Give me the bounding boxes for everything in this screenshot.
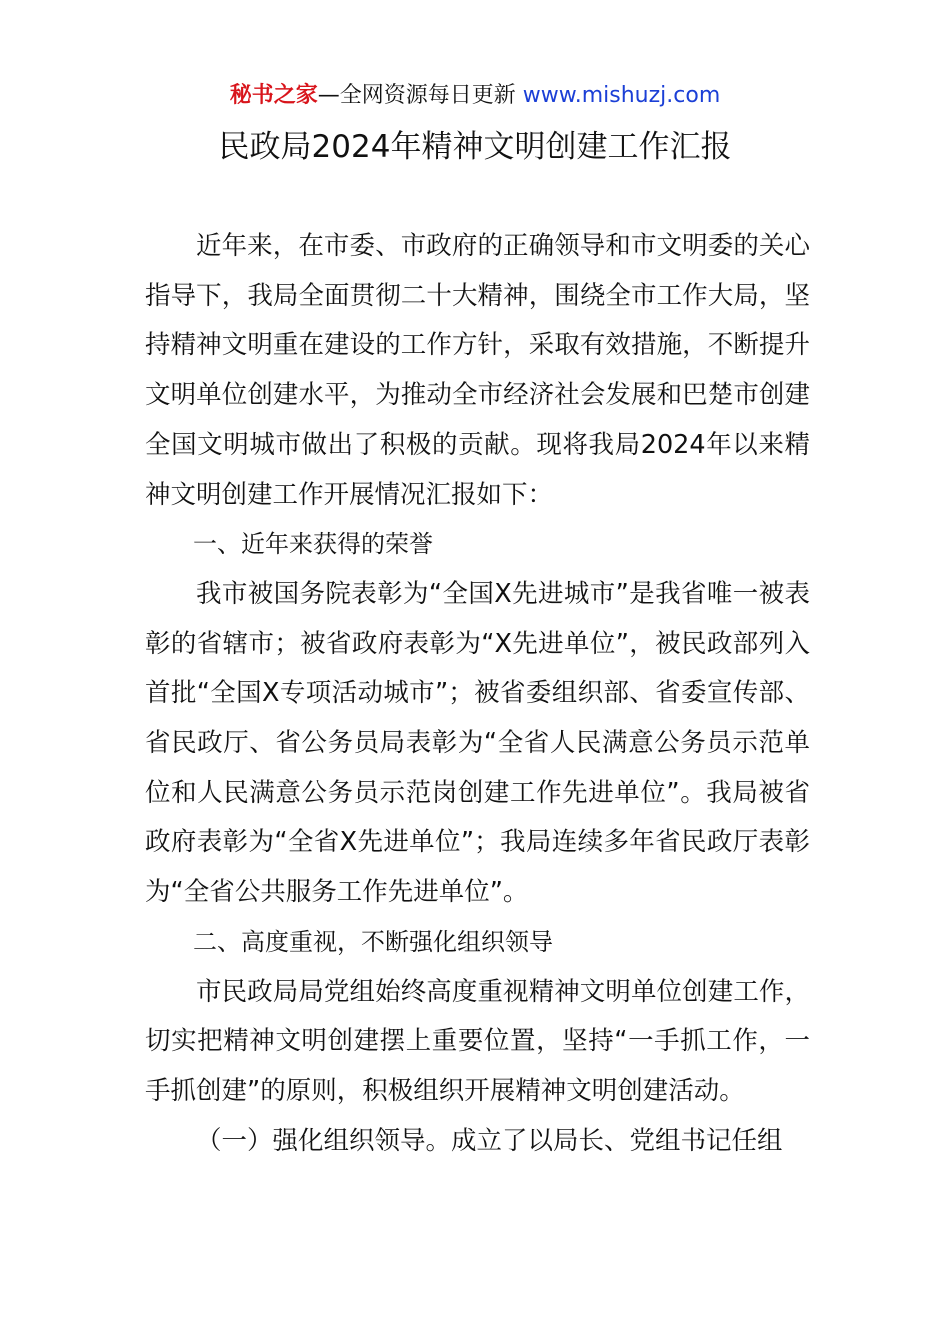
leadership-paragraph: 市民政局局党组始终高度重视精神文明单位创建工作，切实把精神文明创建摆上重要位置，坚持“一手抓工作，一手抓创建”的原则，积极组织开展精神文明创建活动。 (145, 976, 810, 1106)
intro-paragraph: 近年来，在市委、市政府的正确领导和市文明委的关心指导下，我局全面贯彻二十大精神，围绕全市工作大局，坚持精神文明重在建设的工作方针，采取有效措施，不断提升文明单位创建水平，为推动全市经济社会发展和巴楚市创建全国文明城市做出了积极的贡献。现将我局2024年以来精神文明创建工作开展情况汇报如下： (145, 231, 810, 510)
document-title: 民政局2024年精神文明创建工作汇报 (218, 129, 732, 165)
section-heading-leadership: 二、高度重视，不断强化组织领导 (193, 927, 553, 956)
subsection-paragraph: （一）强化组织领导。成立了以局长、党组书记任组 (196, 1125, 783, 1156)
section-heading-honors: 一、近年来获得的荣誉 (193, 530, 433, 559)
document-body (145, 222, 810, 1166)
header-tagline: 全网资源每日更新 (339, 83, 516, 108)
site-header (0, 80, 950, 112)
brand-name: 秘书之家 (229, 83, 318, 108)
site-url-link[interactable]: www.mishuzj.com (522, 83, 721, 108)
honors-paragraph: 我市被国务院表彰为“全国X先进城市”是我省唯一被表彰的省辖市；被省政府表彰为“X先进单位”，被民政部列入首批“全国X专项活动城市”；被省委组织部、省委宣传部、省民政厅、省公务员局表彰为“全省人民满意公务员示范单位和人民满意公务员示范岗创建工作先进单位”。我局被省政府表彰为“全省X先进单位”；我局连续多年省民政厅表彰为“全省公共服务工作先进单位”。 (145, 578, 810, 908)
header-dash: — (317, 83, 340, 108)
